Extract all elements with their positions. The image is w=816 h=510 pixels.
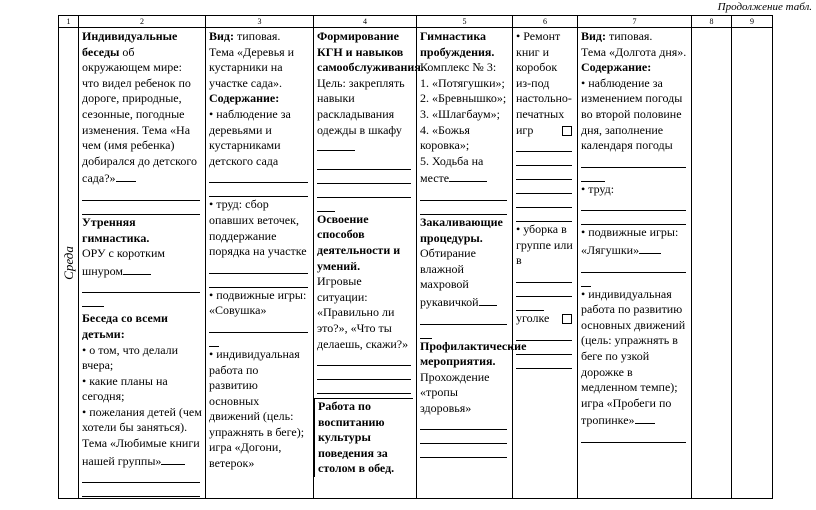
group-talk-item-3: • пожелания детей (чем хотели бы заняться). (82, 404, 202, 435)
walk-evening-cell (578, 28, 692, 499)
fill-line (581, 273, 591, 287)
evening-walk-games: • подвижные игры: «Лягушки» (581, 225, 679, 257)
plan-table (58, 15, 773, 499)
fill-line (516, 180, 572, 194)
evening-walk-topic: Тема «Долгота дня». (581, 44, 687, 59)
fill-line (516, 194, 572, 208)
fill-line (581, 211, 686, 225)
wakeup-gym-title: Гимнастика пробуждения. (420, 29, 495, 59)
fill-line (581, 168, 605, 182)
fill-line (516, 269, 572, 283)
fill-line (123, 262, 151, 275)
header-cell-4: 4 (314, 16, 417, 28)
fill-line (639, 241, 661, 254)
evening-walk-content-label: Содержание: (581, 60, 652, 75)
fill-line (82, 293, 104, 307)
header-cell-5: 5 (417, 16, 513, 28)
wakeup-item-3: 3. «Шлагбаум»; (420, 106, 500, 121)
skills-text: Игровые ситуации: «Правильно ли это?», «Что ты делаешь, скажи?» (317, 274, 409, 351)
fill-line (420, 416, 507, 430)
fill-line (209, 169, 308, 183)
individual-talks-title: Индивидуальные беседы (82, 29, 178, 59)
fill-line (581, 197, 686, 211)
fill-line (317, 366, 411, 380)
empty-cell-9 (732, 28, 773, 499)
hardening-text: Обтирание влажной махровой рукавичкой (420, 246, 479, 309)
individual-talks-text: об окружающем мире: что видел ребенок по дороге, природные, сезонные, погодные изменения. Тема «На чем (имя ребенка) добирался до детского сада?» (82, 44, 197, 186)
fill-line (516, 283, 572, 297)
wakeup-item-2: 2. «Бревнышко»; (420, 91, 507, 106)
walk-content-label: Содержание: (209, 91, 280, 106)
walk-type-value: типовая. (233, 29, 281, 43)
fill-line (209, 274, 308, 288)
fill-line (516, 355, 572, 369)
header-cell-6: 6 (513, 16, 578, 28)
evening-walk-type-label: Вид: (581, 29, 606, 43)
fill-line (516, 297, 544, 311)
fill-line (420, 430, 507, 444)
evening-walk-individual-work: • индивидуальная работа по развитию основных движений (цель: упражнять в беге по узкой дорожке в медленном темпе); игра «Пробеги по тропинке» (581, 286, 686, 428)
walk-type (209, 29, 280, 43)
fill-line (116, 169, 136, 182)
group-cleaning: • уборка в группе или в (516, 222, 573, 268)
fill-line (82, 201, 200, 215)
header-cell-9: 9 (732, 16, 773, 28)
fill-line (516, 208, 572, 222)
skills-title: Освоение способов деятельности и умений. (317, 211, 401, 273)
fill-line (581, 154, 686, 168)
fill-line (317, 156, 411, 170)
wednesday-row (59, 28, 773, 499)
fill-line (420, 444, 507, 458)
corner-cleaning (516, 311, 574, 327)
group-talk-topic: Тема «Любимые книги нашей группы» (82, 436, 200, 468)
individual-talks (82, 29, 197, 185)
kgn-text: Цель: закреплять навыки раскладывания одежды в шкафу (317, 75, 405, 137)
group-talk-item-2: • какие планы на сегодня; (82, 373, 168, 404)
group-talk-item-1: • о том, что делали вчера; (82, 342, 179, 373)
fill-line (420, 187, 507, 201)
continued-label: Продолжение табл. (717, 1, 812, 13)
day-cell (59, 28, 79, 499)
walk-individual-work: • индивидуальная работа по развитию основных движений (цель: упражнять в беге); игра «Догони, ветерок» (209, 346, 305, 471)
fill-line (581, 429, 686, 443)
group-talk-title: Беседа со всеми детьми: (82, 311, 168, 341)
header-cell-8: 8 (692, 16, 732, 28)
fill-line (635, 411, 655, 424)
wakeup-item-1: 1. «Потягушки»; (420, 75, 505, 90)
morning-gym-text: ОРУ с коротким шнуром (82, 246, 166, 278)
book-repair: • Ремонт книг и коробок из-под настольно-печатных игр (516, 29, 572, 137)
evening-health-cell (417, 28, 527, 499)
wakeup-item-5: 5. Ходьба на месте (420, 153, 484, 186)
fill-line (82, 483, 200, 497)
walk-observation: • наблюдение за деревьями и кустарниками детского сада (209, 106, 291, 168)
fill-line (82, 187, 200, 201)
self-service-cell (314, 28, 424, 499)
fill-line (420, 201, 507, 215)
fill-line (317, 198, 335, 212)
table-manners-title: Работа по воспитанию культуры поведения за столом в обед. (314, 398, 413, 477)
fill-line (209, 260, 308, 274)
evening-walk-labor: • труд: (581, 181, 615, 196)
empty-cell-8 (692, 28, 732, 499)
fill-line (209, 319, 308, 333)
checkbox-icon (562, 314, 572, 324)
evening-walk-type-value: типовая. (605, 29, 653, 43)
morning-activities-cell (79, 28, 206, 499)
prevention-title: Профилактические мероприятия. (420, 338, 527, 369)
fill-line (420, 325, 432, 339)
evening-walk-type (581, 29, 652, 43)
wakeup-item-4: 4. «Божья коровка»; (420, 122, 470, 153)
wakeup-complex: Комплекс № 3: (420, 60, 497, 75)
walk-games: • подвижные игры: «Совушка» (209, 287, 307, 318)
fill-line (420, 311, 507, 325)
walk-labor: • труд: сбор опавших веточек, поддержание порядка на участке (209, 197, 307, 259)
header-row (59, 16, 773, 28)
kgn-title: Формирование КГН и навыков самообслуживания. (317, 29, 424, 75)
evening-walk-observation: • наблюдение за изменением погоды во второй половине дня, заполнение календаря погоды (581, 75, 683, 153)
fill-line (581, 259, 686, 273)
fill-line (82, 279, 200, 293)
fill-line (317, 138, 355, 151)
prevention-text: Прохождение «тропы здоровья» (420, 369, 490, 415)
corner-label: уголке (516, 310, 550, 325)
fill-line (209, 183, 308, 197)
fill-line (82, 469, 200, 483)
fill-line (161, 452, 185, 465)
day-label: Среда (60, 246, 76, 280)
fill-line (209, 333, 219, 347)
fill-line (516, 138, 572, 152)
hardening-title: Закаливающие процедуры. (420, 214, 503, 245)
labor-cell (513, 28, 578, 499)
morning-gym-title: Утренняя гимнастика. (82, 214, 150, 245)
header-cell-1: 1 (59, 16, 79, 28)
fill-line (317, 184, 411, 198)
walk-morning-cell (206, 28, 314, 499)
walk-topic: Тема «Деревья и кустарники на участке сада». (209, 44, 295, 90)
fill-line (449, 169, 487, 182)
walk-type-label: Вид: (209, 29, 234, 43)
fill-line (317, 170, 411, 184)
fill-line (317, 352, 411, 366)
header-cell-7: 7 (578, 16, 692, 28)
fill-line (317, 380, 411, 394)
fill-line (479, 293, 497, 306)
fill-line (516, 152, 572, 166)
header-cell-3: 3 (206, 16, 314, 28)
header-cell-2: 2 (79, 16, 206, 28)
checkbox-icon (562, 126, 572, 136)
fill-line (516, 166, 572, 180)
